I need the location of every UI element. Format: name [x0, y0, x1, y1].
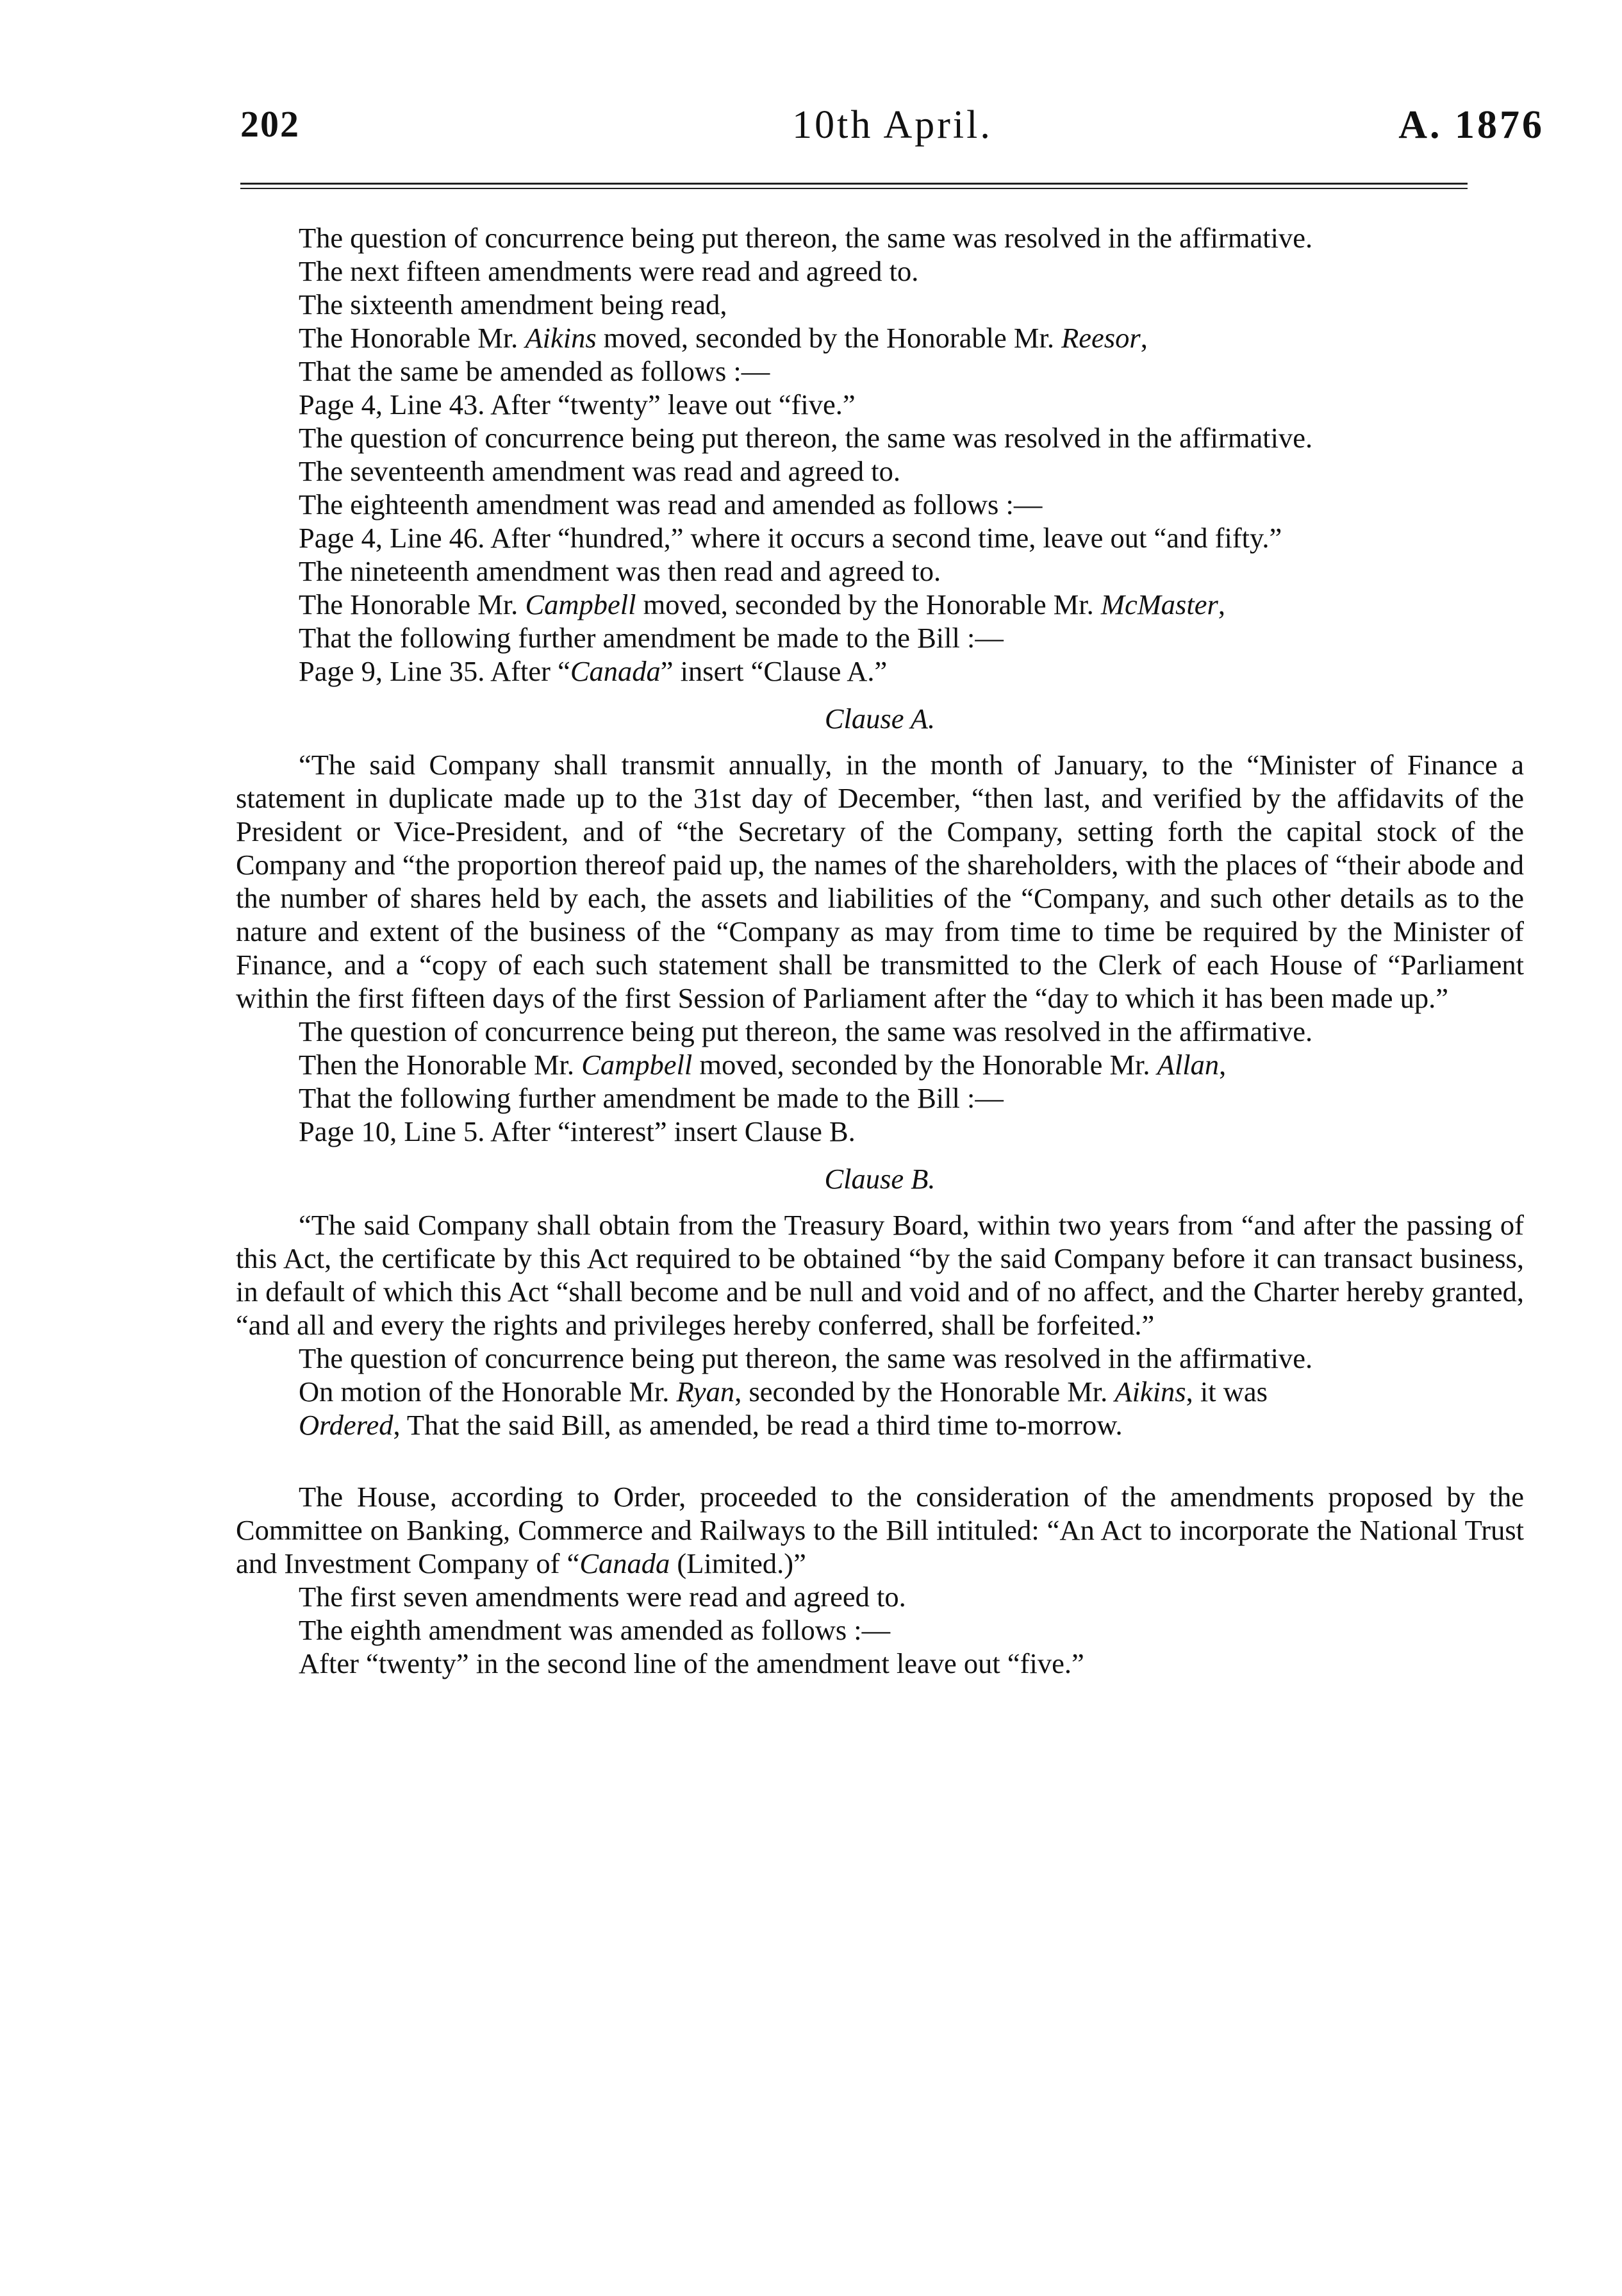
paragraph: That the following further amendment be made to the Bill :—: [299, 622, 1004, 654]
page-year: A. 1876: [1398, 103, 1544, 147]
page-number: 202: [240, 103, 300, 145]
clause-a-heading: Clause A.: [824, 703, 936, 735]
section-national-trust-bill: [236, 1480, 1524, 1680]
paragraph: Then the Honorable Mr. Campbell moved, seconded by the Honorable Mr. Allan,: [299, 1049, 1227, 1081]
paragraph: The sixteenth amendment being read,: [299, 288, 727, 320]
paragraph: Page 10, Line 5. After “interest” insert Clause B.: [299, 1115, 856, 1147]
page-header: [240, 103, 1544, 160]
paragraph: Page 4, Line 46. After “hundred,” where it occurs a second time, leave out “and fifty.”: [299, 522, 1282, 554]
section-first-amendments: [236, 221, 1524, 688]
paragraph: The question of concurrence being put thereon, the same was resolved in the affirmative.: [299, 1015, 1313, 1047]
paragraph: The seventeenth amendment was read and agreed to.: [299, 455, 901, 487]
page-body: [236, 221, 1524, 1680]
paragraph: The first seven amendments were read and agreed to.: [299, 1581, 906, 1613]
paragraph: The next fifteen amendments were read and agreed to.: [299, 255, 919, 287]
paragraph: The Honorable Mr. Campbell moved, seconded by the Honorable Mr. McMaster,: [299, 588, 1225, 620]
paragraph: The nineteenth amendment was then read and agreed to.: [299, 555, 941, 587]
header-rule-lower: [240, 188, 1468, 189]
clause-a-text: “The said Company shall transmit annually, in the month of January, to the “Minister of Finance a statement in duplicate made up to the 31st day of December, “then last, and verified by the affidavits of the President or Vice-President, and of “the Secretary of the Company, setting forth the capital stock of the Company and “the proportion thereof paid up, the names of the shareholders, with the places of “their abode and the number of shares held by each, the assets and liabilities of the “Company, and such other details as to the nature and extent of the business of the “Company as may from time to time be required by the Minister of Finance, and a “copy of each such statement shall be transmitted to the Clerk of each House of “Parliament within the first fifteen days of the first Session of Parliament after the “day to which it has been made up.”: [236, 749, 1524, 1014]
paragraph: Page 4, Line 43. After “twenty” leave out “five.”: [299, 388, 856, 420]
section-gap: [236, 1442, 1524, 1480]
paragraph: The Honorable Mr. Aikins moved, seconded by the Honorable Mr. Reesor,: [299, 322, 1148, 354]
paragraph: The question of concurrence being put thereon, the same was resolved in the affirmative.: [299, 1342, 1313, 1374]
header-rule: [240, 183, 1468, 185]
paragraph: The question of concurrence being put thereon, the same was resolved in the affirmative.: [299, 222, 1313, 254]
paragraph: The eighteenth amendment was read and amended as follows :—: [299, 488, 1043, 520]
paragraph: On motion of the Honorable Mr. Ryan, seconded by the Honorable Mr. Aikins, it was: [299, 1376, 1268, 1408]
paragraph: The eighth amendment was amended as follows :—: [299, 1614, 891, 1646]
section-third-reading: [236, 1342, 1524, 1442]
page-date: 10th April.: [792, 103, 993, 147]
clause-b-text: “The said Company shall obtain from the Treasury Board, within two years from “and after the passing of this Act, the certificate by this Act required to be obtained “by the said Company before it can transact business, in default of which this Act “shall become and be null and void and of no affect, and the Charter hereby granted, “and all and every the rights and privileges hereby conferred, shall be forfeited.”: [236, 1209, 1524, 1341]
paragraph: After “twenty” in the second line of the amendment leave out “five.”: [299, 1647, 1084, 1679]
paragraph: The House, according to Order, proceeded to the consideration of the amendments proposed by the Committee on Banking, Commerce and Railways to the Bill intituled: “An Act to incorporate the National Trust and Investment Company of “Canada (Limited.)”: [236, 1481, 1524, 1579]
paragraph: That the following further amendment be made to the Bill :—: [299, 1082, 1004, 1114]
section-clause-b-motion: [236, 1015, 1524, 1148]
paragraph: That the same be amended as follows :—: [299, 355, 770, 387]
clause-b-heading: Clause B.: [824, 1163, 936, 1195]
paragraph: The question of concurrence being put thereon, the same was resolved in the affirmative.: [299, 422, 1313, 454]
paragraph: Page 9, Line 35. After “Canada” insert “Clause A.”: [299, 655, 888, 687]
paragraph: Ordered, That the said Bill, as amended, be read a third time to-morrow.: [299, 1409, 1123, 1441]
